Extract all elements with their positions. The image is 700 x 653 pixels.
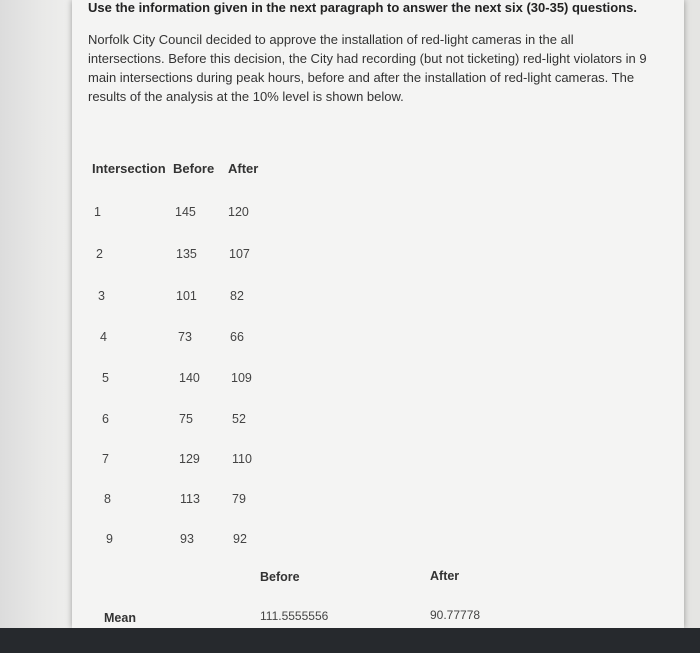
- cell-intersection: 7: [102, 452, 109, 466]
- cell-before: 93: [180, 532, 194, 546]
- cell-before: 75: [179, 412, 193, 426]
- cell-after: 110: [232, 452, 252, 466]
- cell-after: 120: [228, 205, 249, 219]
- cell-after: 109: [231, 371, 252, 385]
- cell-intersection: 2: [96, 247, 103, 261]
- cell-after: 52: [232, 412, 246, 426]
- cell-before: 73: [178, 330, 192, 344]
- cell-intersection: 8: [104, 492, 111, 506]
- cell-before: 129: [179, 452, 200, 466]
- page-left-margin: [0, 0, 72, 628]
- cell-after: 92: [233, 532, 247, 546]
- cell-intersection: 5: [102, 371, 109, 385]
- cell-after: 66: [230, 330, 244, 344]
- column-header-before: Before: [173, 161, 215, 176]
- summary-header-after: After: [430, 569, 460, 583]
- page-right-margin: [684, 0, 700, 628]
- cell-intersection: 3: [98, 289, 105, 303]
- cell-after: 82: [230, 289, 244, 303]
- cell-intersection: 9: [106, 532, 113, 546]
- column-header-intersection: Intersection: [92, 161, 166, 176]
- cell-before: 140: [179, 371, 200, 385]
- cell-intersection: 1: [94, 205, 101, 219]
- mean-before-value: 111.5555556: [260, 609, 329, 623]
- cell-intersection: 4: [100, 330, 107, 344]
- document-page: [72, 0, 684, 628]
- cell-after: 79: [232, 492, 246, 506]
- question-heading: Use the information given in the next paragraph to answer the next six (30-35) questions.: [88, 0, 638, 15]
- cell-before: 113: [180, 492, 200, 506]
- bottom-dark-bar: [0, 628, 700, 653]
- cell-before: 101: [176, 289, 197, 303]
- cell-intersection: 6: [102, 412, 109, 426]
- mean-label: Mean: [104, 611, 136, 625]
- problem-paragraph: Norfolk City Council decided to approve the installation of red-light cameras in the all intersections. Before this decision, the City had recording (but not ticketing) red-light violators in 9 main intersections during peak hours, before and after the installation of red-light cameras. The results of the analysis at the 10% level is shown below.: [88, 32, 647, 104]
- cell-before: 145: [175, 205, 196, 219]
- cell-after: 107: [229, 247, 250, 261]
- cell-before: 135: [176, 247, 197, 261]
- mean-after-value: 90.77778: [430, 608, 481, 622]
- column-header-after: After: [228, 161, 259, 176]
- summary-header-before: Before: [260, 570, 300, 584]
